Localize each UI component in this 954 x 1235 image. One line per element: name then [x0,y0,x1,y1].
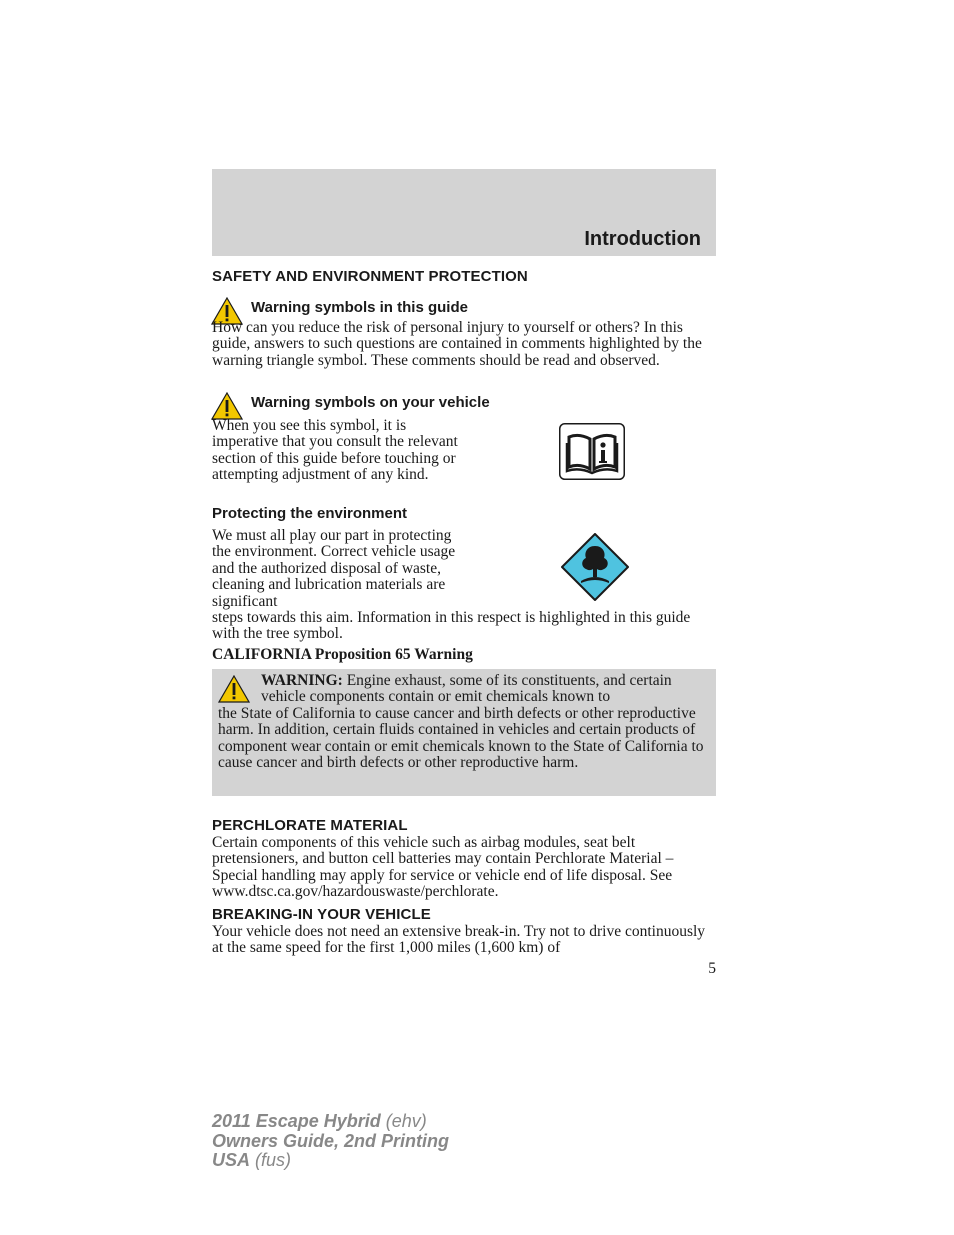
vehicle-symbols-body: When you see this symbol, it is imperative that you consult the relevant section of this guide before touching or attempting adjustment of any kind. [212,417,458,484]
warning-lead: Engine exhaust, some of its constituents, and certain vehicle components contain or emit chemicals known to [261,672,672,706]
warning-rest: the State of California to cause cancer and birth defects or other reproductive harm. In addition, certain fluids contained in vehicles and certain products of component wear contain or emit chemicals known to the State of California to cause cancer and birth defects or other reproductive harm. [218,704,704,772]
header-band [212,169,716,256]
breaking-in-body: Your vehicle does not need an extensive break-in. Try not to drive continuously at the same speed for the first 1,000 miles (1,600 km) of [212,923,706,957]
vehicle-symbols-heading: Warning symbols on your vehicle [251,394,490,411]
warning-box [212,669,716,796]
perchlorate-body: Certain components of this vehicle such as airbag modules, seat belt pretensioners, and button cell batteries may contain Perchlorate Material – Special handling may apply for service or vehicle end of life disposal. See www.dtsc.ca.gov/hazardouswaste/perchlorate. [212,834,674,901]
safety-heading: SAFETY AND ENVIRONMENT PROTECTION [212,268,528,285]
warning-triangle-icon [211,392,243,420]
tree-environment-icon [561,533,629,601]
footer-model: 2011 Escape Hybrid [212,1111,381,1131]
environment-heading: Protecting the environment [212,505,408,522]
warning-text [218,673,710,771]
section-title: Introduction [584,228,701,250]
footer-model-code: (ehv) [385,1111,427,1131]
page-number: 5 [708,960,716,977]
footer-guide: Owners Guide, 2nd Printing [212,1130,450,1151]
footer-market: USA [212,1150,251,1170]
environment-body-left: We must all play our part in protecting the environment. Correct vehicle usage and the authorized disposal of waste, cleaning and lubrication materials are significant [212,527,456,610]
footer [212,1112,449,1171]
footer-market-code: (fus) [255,1150,292,1170]
environment-body: steps towards this aim. Information in this respect is highlighted in this guide with the tree symbol. [212,609,691,643]
perchlorate-heading: PERCHLORATE MATERIAL [212,817,408,834]
breaking-in-heading: BREAKING-IN YOUR VEHICLE [212,906,431,923]
warning-label: WARNING: [261,672,343,689]
guide-symbols-heading: Warning symbols in this guide [251,299,468,316]
owners-manual-icon [559,423,625,480]
guide-symbols-body: How can you reduce the risk of personal injury to yourself or others? In this guide, answers to such questions are contained in comments highlighted by the warning triangle symbol. These comments should be read and observed. [212,319,702,369]
california-heading: CALIFORNIA Proposition 65 Warning [212,646,473,663]
